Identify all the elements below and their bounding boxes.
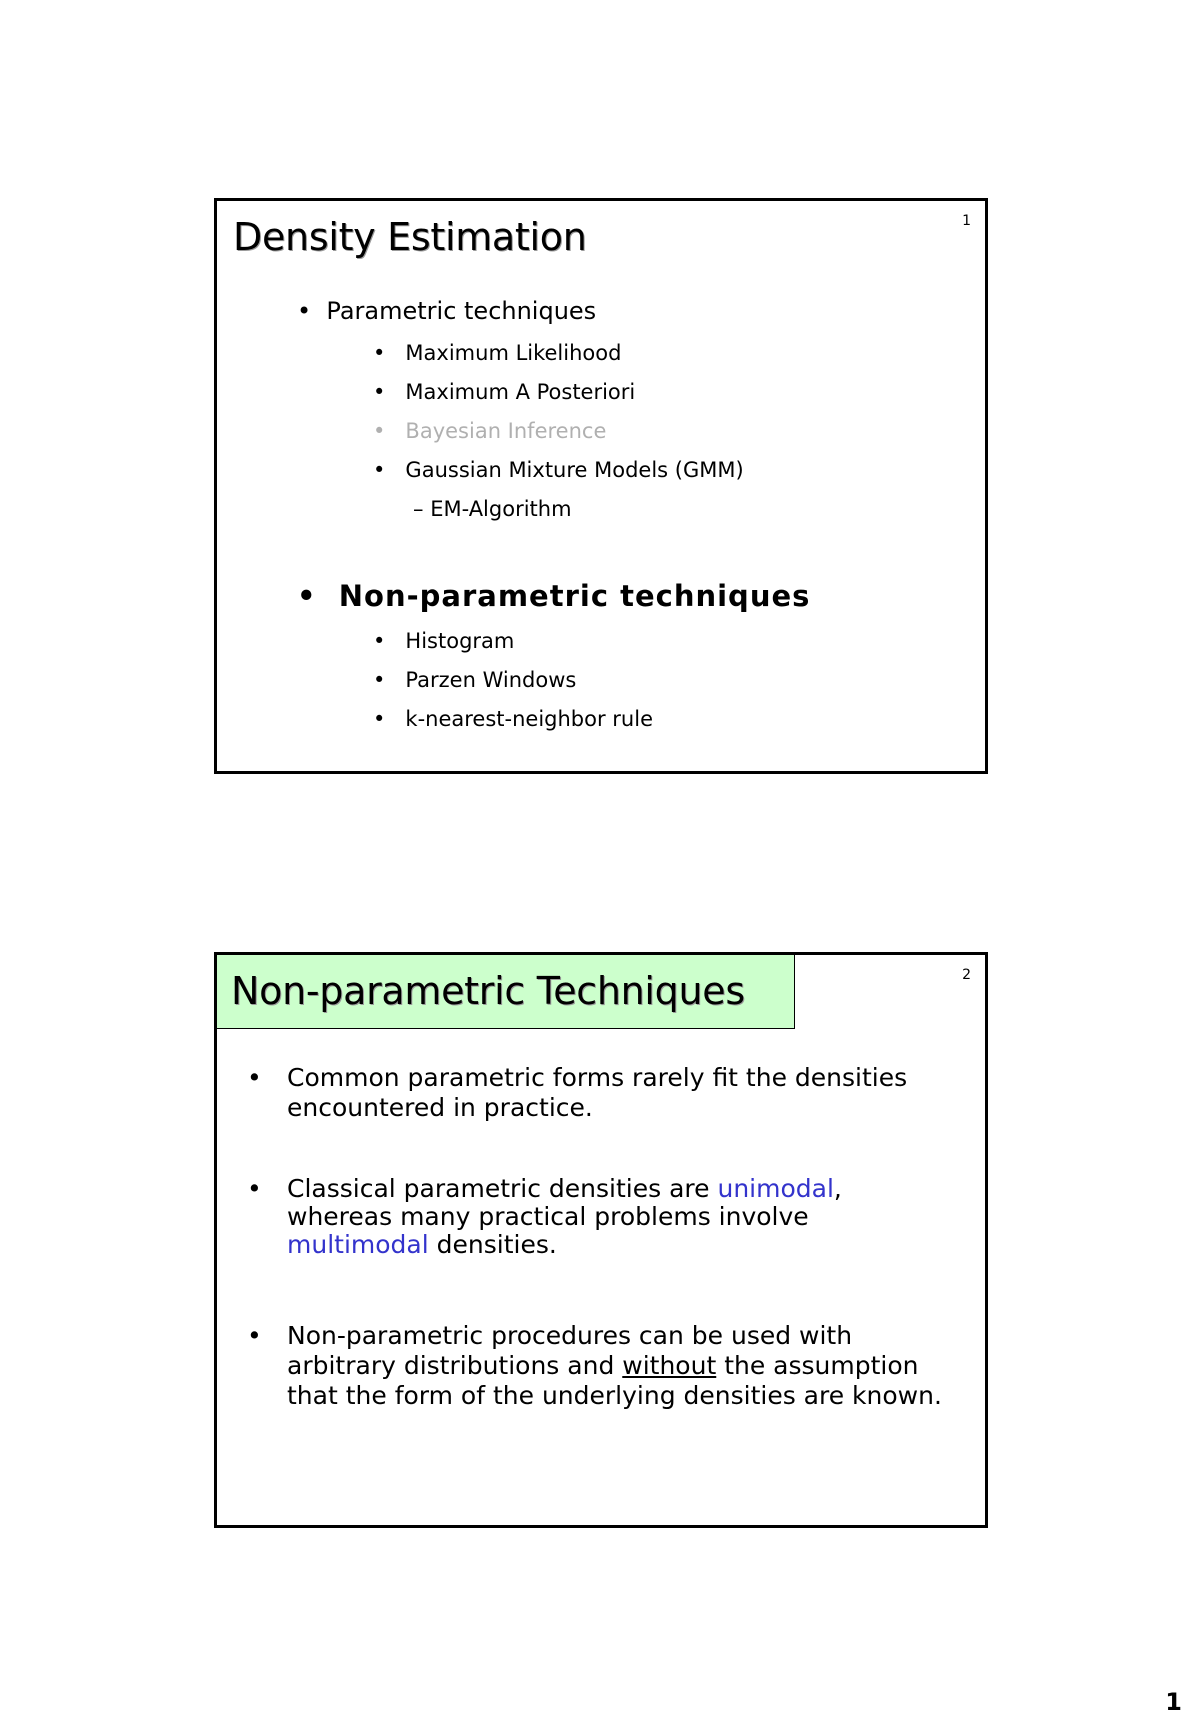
list-item-line xyxy=(287,1351,967,1381)
list-item xyxy=(373,668,576,692)
text-run: arbitrary distributions and xyxy=(287,1351,623,1380)
bullet-icon: • xyxy=(373,419,386,443)
dash-icon: – xyxy=(413,497,424,521)
list-item-label: k-nearest-neighbor rule xyxy=(405,707,653,731)
list-item xyxy=(413,497,572,521)
list-item xyxy=(247,1063,967,1123)
page-number: 1 xyxy=(1165,1688,1182,1716)
list-item-line: whereas many practical problems involve xyxy=(287,1202,809,1231)
list-item-label: Non-parametric techniques xyxy=(338,579,811,613)
list-item-line xyxy=(287,1175,967,1203)
list-item-line: encountered in practice. xyxy=(287,1093,593,1122)
text-run: Classical parametric densities are xyxy=(287,1174,718,1203)
bullet-icon: • xyxy=(297,579,317,613)
list-item-label: Histogram xyxy=(405,629,515,653)
list-item-label: Bayesian Inference xyxy=(405,419,607,443)
list-item xyxy=(373,707,653,731)
slide-number: 2 xyxy=(962,967,971,983)
slide-number: 1 xyxy=(962,213,971,229)
highlight-term: multimodal xyxy=(287,1230,429,1259)
list-item xyxy=(297,579,810,613)
list-item xyxy=(373,458,744,482)
list-item-label: Parzen Windows xyxy=(405,668,577,692)
list-item-label: Gaussian Mixture Models (GMM) xyxy=(405,458,744,482)
list-item xyxy=(247,1175,967,1259)
list-item xyxy=(373,629,514,653)
list-item-label: Maximum Likelihood xyxy=(405,341,622,365)
list-item-line xyxy=(287,1231,967,1259)
bullet-icon: • xyxy=(373,668,386,692)
text-run: , xyxy=(833,1174,842,1203)
text-run: the assumption xyxy=(716,1351,919,1380)
bullet-icon: • xyxy=(373,707,386,731)
list-item-line: Non-parametric procedures can be used with xyxy=(287,1321,853,1350)
text-run: densities. xyxy=(428,1230,557,1259)
list-item-label: Parametric techniques xyxy=(326,297,597,325)
bullet-icon: • xyxy=(297,297,312,325)
underlined-term: without xyxy=(622,1351,717,1380)
slide-title: Non-parametric Techniques xyxy=(231,969,745,1013)
bullet-icon: • xyxy=(247,1063,262,1092)
bullet-icon: • xyxy=(373,380,386,404)
list-item-line: Common parametric forms rarely fit the densities xyxy=(287,1063,908,1092)
bullet-icon: • xyxy=(373,629,386,653)
bullet-icon: • xyxy=(373,341,386,365)
bullet-icon: • xyxy=(373,458,386,482)
slide-title: Density Estimation xyxy=(233,215,587,259)
list-item xyxy=(373,419,606,443)
bullet-icon: • xyxy=(247,1174,262,1203)
list-item xyxy=(373,380,635,404)
list-item-line: that the form of the underlying densities are known. xyxy=(287,1381,942,1410)
title-box xyxy=(217,955,795,1029)
list-item xyxy=(247,1321,967,1411)
list-item-label: EM-Algorithm xyxy=(430,497,572,521)
slide-1 xyxy=(214,198,988,774)
highlight-term: unimodal xyxy=(717,1174,834,1203)
list-item-label: Maximum A Posteriori xyxy=(405,380,636,404)
list-item xyxy=(373,341,621,365)
bullet-icon: • xyxy=(247,1321,262,1350)
list-item xyxy=(297,297,596,325)
slide-2 xyxy=(214,952,988,1528)
